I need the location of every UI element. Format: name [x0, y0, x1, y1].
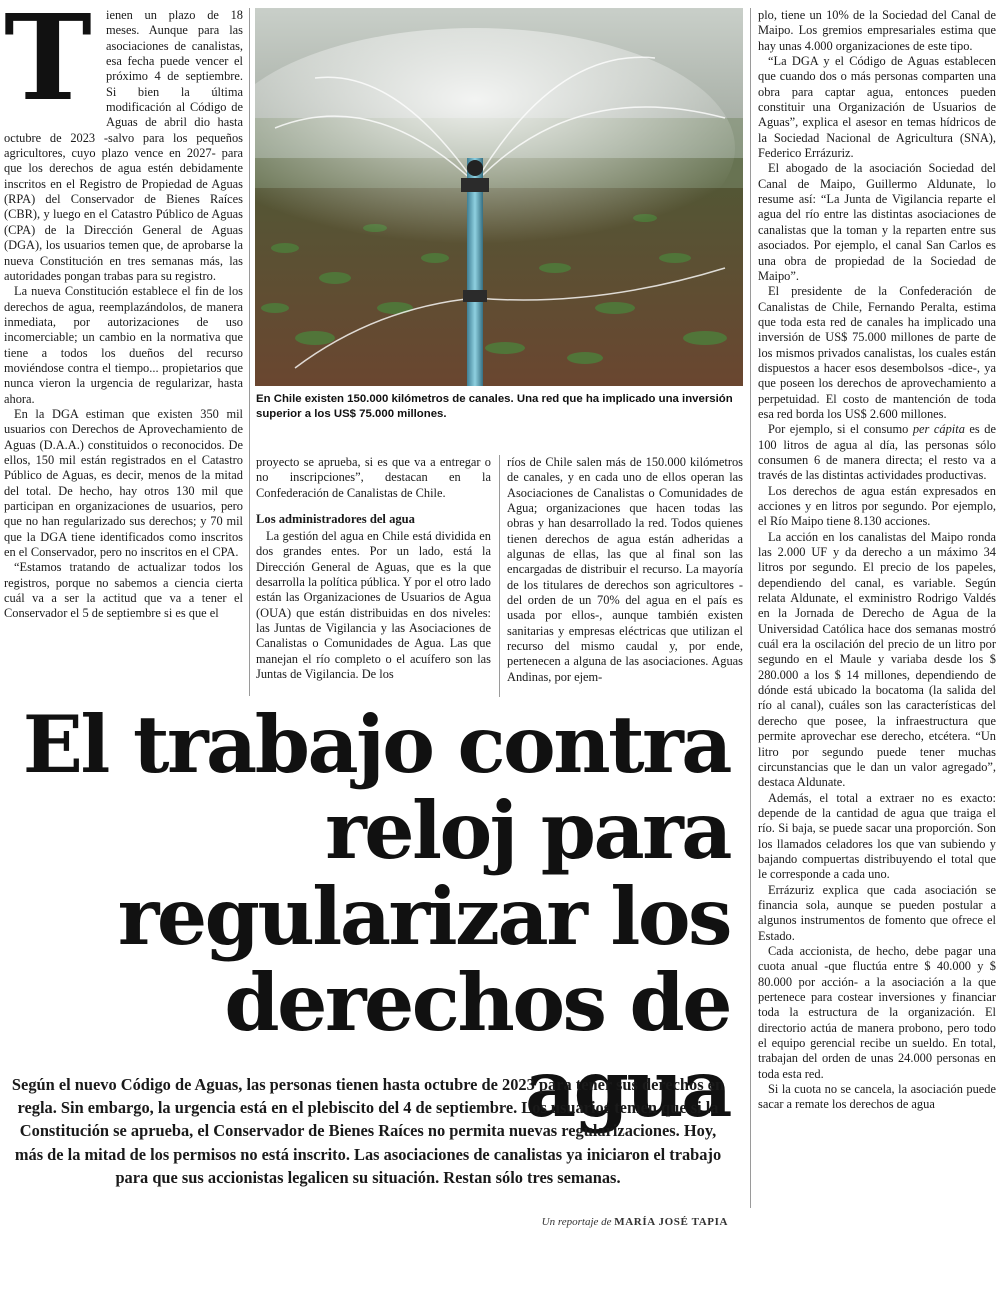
paragraph: plo, tiene un 10% de la Sociedad del Canal de Maipo. Los gremios empresariales estima que hay unas 4.000 organizaciones de este tipo. [758, 8, 996, 53]
headline-line: reloj para [325, 784, 730, 877]
article-column-4 [758, 8, 996, 1208]
paragraph: Si la cuota no se cancela, la asociación puede sacar a remate los derechos de agua [758, 1082, 996, 1112]
headline-line: regularizar los [117, 870, 730, 963]
paragraph: ríos de Chile salen más de 150.000 kilómetros de canales, y en cada uno de ellos operan las Asociaciones de Canalistas o Comunidades de Agua; organizaciones que hacen todas las obras y han desarrollado la red. Todos quienes tienen derechos de agua están adheridas a algunas de ellas, las que al final son las encargadas de distribuir el recurso. La mayoría de los titulares de derechos son agricultores -del orden de un 70% del agua en el país es usada por ellos-, aunque también existen sanitarias y empresas eléctricas que utilizan el recurso del mismo caudal y, por ende, pertenecen a alguna de las asociaciones. Aguas Andinas, por ejem- [507, 455, 743, 684]
headline-line: derechos de agua [224, 956, 730, 1135]
paragraph: Por ejemplo, si el consumo per cápita es de 100 litros de agua al día, las personas sólo consumen 6 de manera directa; el resto va a través de las distintas actividades productivas. [758, 422, 996, 483]
byline-prefix: Un reportaje de [541, 1216, 612, 1228]
paragraph: En la DGA estiman que existen 350 mil usuarios con Derechos de Aprovechamiento de Aguas (D.A.A.) constituidos o reconocidos. De ellos, 150 mil están registrados en el Catastro Público de Aguas, es decir, menos de la mitad del total. De hecho, hay otros 130 mil que participan en organizaciones de usuarios, pero que no han regularizado sus derechos; y 70 mil que la DGA tiene identificados como inscritos en el Conservador, pero no inscritos en el CPA. [4, 406, 243, 560]
photo-caption: En Chile existen 150.000 kilómetros de canales. Una red que ha implicado una inversión superior a los US$ 75.000 millones. [256, 393, 733, 420]
deck-summary: Según el nuevo Código de Aguas, las personas tienen hasta octubre de 2023 para tener sus derechos en regla. Sin embargo, la urgencia está en el plebiscito del 4 de septiembre. Los usuarios temen que si la Constitución se aprueba, el Conservador de Bienes Raíces no permita nuevas regularizaciones. Hoy, más de la mitad de los permisos no está inscrito. Las asociaciones de canalistas ya iniciaron el trabajo para que sus accionistas legalicen su situación. Restan sólo tres semanas. [11, 1075, 725, 1187]
paragraph: Además, el total a extraer no es exacto: depende de la cantidad de agua que traiga el río. Si baja, se puede sacar una proporción. Son los llamados celadores los que van subiendo y bajando compuertas distribuyendo el total que le corresponde a cada uno. [758, 790, 996, 882]
column-divider [750, 8, 751, 1208]
article-column-2 [256, 455, 491, 697]
sprinkler-image-icon [255, 8, 743, 386]
paragraph: “La DGA y el Código de Aguas establecen que cuando dos o más personas comparten una obra para captar agua, entonces pueden constituir una Organización de Usuarios de Aguas”, explica el asesor en temas hídricos de la Sociedad Nacional de Agricultura (SNA), Federico Errázuriz. [758, 54, 996, 161]
paragraph: proyecto se aprueba, si es que va a entregar o no inscripciones”, destacan en la Confederación de Canalistas de Chile. [256, 455, 491, 500]
irrigation-photo [255, 8, 743, 386]
article-column-3 [507, 455, 743, 697]
column-divider [499, 455, 500, 697]
byline [542, 1216, 728, 1228]
paragraph: La gestión del agua en Chile está dividida en dos grandes entes. Por un lado, está la Dirección General de Aguas, que es la que desarrolla la política pública. Y por el otro lado están las Organizaciones de Usuarios de Agua (OUA) que están distribuidas en dos niveles: las Juntas de Vigilancia y las Asociaciones de Canalistas o Comunidades de Agua. Las que manejan el río completo o el acuífero son las Juntas de Vigilancia. De los [256, 529, 491, 682]
paragraph: La acción en los canalistas del Maipo ronda las 2.000 UF y da derecho a un máximo 34 litros por segundo. El precio de los papeles, dependiendo del canal, es variable. Según relata Aldunate, el exministro Rodrigo Valdés en la Jornada de Derecho de Agua de la Universidad Católica hace dos semanas mostró cuál era la oscilación del precio de un litro por segundo en el Maule y variaba desde los $ 280.000 a los $ 14 millones, dependiendo de dónde está ubicado la bocatoma (la salida del río al canal), cuáles son las características del derecho que posee, la infraestructura que permite aprovechar ese derecho, etcétera. “Un litro por segundo puede tener muchas circunstancias que le dan un valor agregado”, destaca Aldunate. [758, 529, 996, 790]
paragraph: El presidente de la Confederación de Canalistas de Chile, Fernando Peralta, estima que toda esta red de canales ha implicado una inversión de US$ 75.000 millones de parte de los mismos privados canalistas, los cuales están dispuestos a hacer esos desembolsos -dice-, ya que poseen los derechos de aprovechamiento a perpetuidad. El costo de mantención de toda esa red borda los US$ 2.600 millones. [758, 284, 996, 421]
article-column-1 [4, 8, 243, 696]
byline-author: MARÍA JOSÉ TAPIA [614, 1216, 728, 1228]
drop-cap: T [4, 8, 92, 127]
paragraph: Errázuriz explica que cada asociación se financia sola, aunque se pueden postular a algunos instrumentos de fomento que ofrece el Estado. [758, 882, 996, 943]
headline [0, 698, 730, 1135]
emphasis: per cápita [912, 422, 965, 437]
paragraph: El abogado de la asociación Sociedad del Canal de Maipo, Guillermo Aldunate, lo resume así: “La Junta de Vigilancia reparte el agua del río entre las distintas asociaciones de canalistas que la toman y la reparten entre sus asociados. Por ejemplo, el canal San Carlos es una obra de propiedad de la Sociedad de Maipo”. [758, 161, 996, 283]
paragraph: La nueva Constitución establece el fin de los derechos de agua, reemplazándolos, de manera inmediata, por autorizaciones de uso incomerciable; un cambio en la normativa que tiene a todos los dueños del recurso moviéndose contra el tiempo... propietarios que nunca vieron la urgencia de regularizar, hasta ahora. [4, 284, 243, 406]
column-divider [249, 8, 250, 696]
paragraph: “Estamos tratando de actualizar todos los registros, porque no sabemos a ciencia cierta cuál va a ser la actitud que va a tener el Conservador el 5 de septiembre si es que el [4, 560, 243, 621]
paragraph: Los derechos de agua están expresados en acciones y en litros por segundo. Por ejemplo, el Río Maipo tiene 8.130 acciones. [758, 483, 996, 529]
subheading: Los administradores del agua [256, 512, 415, 527]
paragraph: Cada accionista, de hecho, debe pagar una cuota anual -que fluctúa entre $ 40.000 y $ 80.000 por acción- a la asociación a la que pertenece para costear inversiones y financiar toda la estructura de la organización. El directorio actúa de manera probono, pero todo el equipo gerencial recibe un sueldo. En total, trabajan del orden de unas 24.000 personas en toda esta red. [758, 943, 996, 1081]
paragraph: ienen un plazo de 18 meses. Aunque para las asociaciones de canalistas, esa fecha puede vencer el próximo 4 de septiembre. Si bien la última modificación al Código de Aguas de abril dio hasta octubre de 2023 -salvo para los pequeños agricultores, cuyo plazo vence en 2027- para que los derechos de agua estén debidamente inscritos en el Registro de Propiedad de Aguas (RPA) del Conservador de Bienes Raíces (CBR), y luego en el Catastro Público de Aguas (CPA) de la Dirección General de Aguas (DGA), los usuarios temen que, de aprobarse la nueva Constitución en tres semanas más, las autoridades pongan trabas para su registro. [4, 8, 243, 283]
headline-line: El trabajo contra [22, 698, 730, 791]
